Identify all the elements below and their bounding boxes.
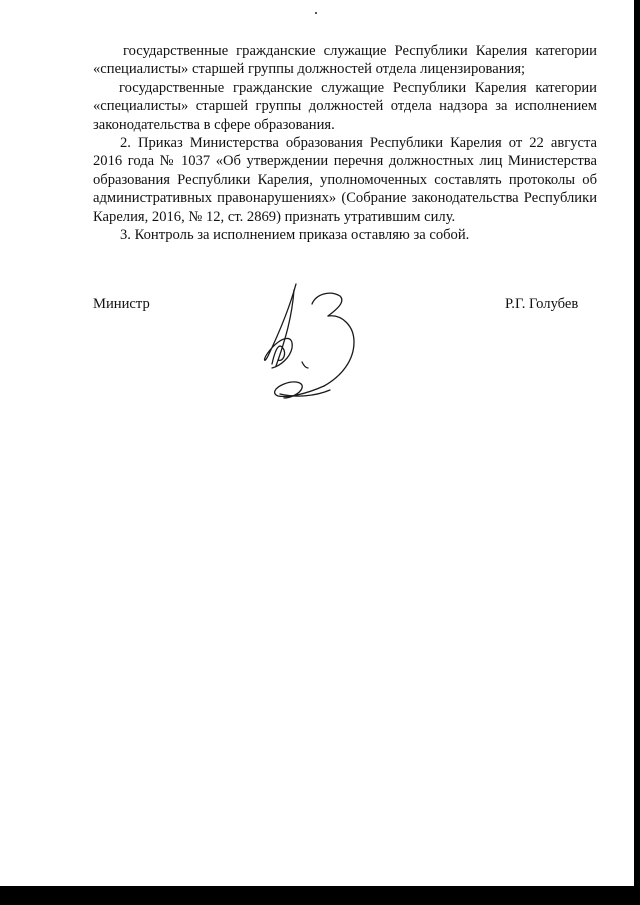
paragraph-order-repeal: 2. Приказ Министерства образования Республики Карелия от 22 августа 2016 года № 1037 «Об утверждении перечня должностных лиц Министерства образования Республики Карелия, уполномоченных составлять протоколы об административных правонарушениях» (Собрание законодательства Республики Карелия, 2016, № 12, ст. 2869) признать утратившим силу.: [93, 135, 597, 225]
scan-border-bottom: [0, 886, 640, 905]
scan-border-right: [634, 0, 640, 905]
signatory-title: Министр: [93, 296, 150, 312]
paragraph-control: 3. Контроль за исполнением приказа оставляю за собой.: [120, 227, 470, 244]
paragraph-supervision-staff: государственные гражданские служащие Республики Карелия категории «специалисты» старшей группы должностей отдела надзора за исполнением законодательства в сфере образования.: [93, 79, 597, 133]
handwritten-signature: [250, 276, 370, 411]
scan-speck: [315, 12, 317, 14]
signatory-name: Р.Г. Голубев: [505, 296, 579, 312]
paragraph-licensing-staff: государственные гражданские служащие Республики Карелия категории «специалисты» старшей группы должностей отдела лицензирования;: [93, 43, 597, 78]
document-body: [93, 42, 597, 244]
